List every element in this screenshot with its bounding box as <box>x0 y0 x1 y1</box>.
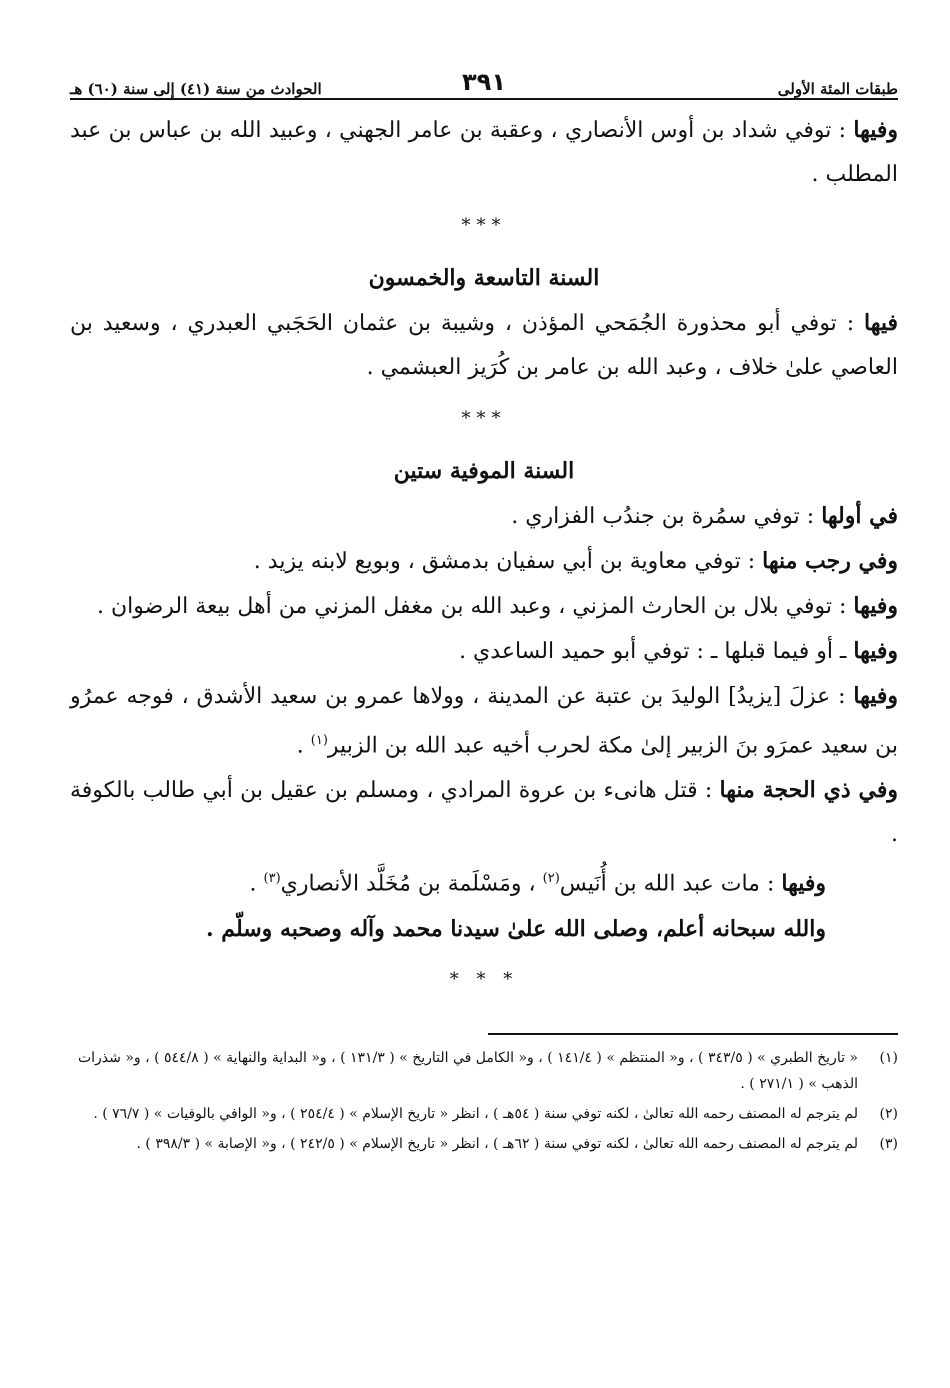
footnote-2 <box>70 1101 898 1127</box>
paragraph-lead: وفيها <box>853 638 898 664</box>
footnote-separator <box>488 1033 898 1035</box>
footnote-number: (٣) <box>879 1135 898 1152</box>
paragraph-text: ، ومَسْلَمة بن مُخَلَّد الأنصاري <box>280 871 543 897</box>
paragraph-lead: وفيها <box>853 593 898 619</box>
footnote-number: (١) <box>879 1049 898 1066</box>
page-number: ٣٩١ <box>462 68 506 96</box>
footnote-ref-3[interactable]: (٣) <box>263 871 281 887</box>
paragraph-dhul-hijja <box>70 768 898 857</box>
separator-stars: *** <box>461 215 507 236</box>
paragraph-lead: وفي رجب منها <box>762 548 898 574</box>
paragraph-end: . <box>296 733 311 759</box>
end-separator-stars: * * * <box>449 968 519 990</box>
footnote-number: (٢) <box>879 1105 898 1122</box>
paragraph-text: ـ أو فيما قبلها ـ : توفي أبو حميد الساعدي . <box>459 639 847 664</box>
paragraph-text: : توفي بلال بن الحارث المزني ، وعبد الله بن مغفل المزني من أهل بيعة الرضوان . <box>96 594 847 619</box>
paragraph-text: : عزلَ [يزيدُ] الوليدَ بن عتبة عن المدينة ، وولاها عمرو بن سعيد الأشدق ، فوجه عمرُو بن سعيد عمرَو بنَ الزبير إلىٰ مكة لحرب أخيه عبد الله بن الزبير <box>70 684 898 759</box>
footnote-3 <box>70 1131 898 1157</box>
paragraph-walid-dismissal <box>70 674 898 768</box>
paragraph-text: : توفي سمُرة بن جندُب الفزاري . <box>511 504 815 529</box>
footnote-text: لم يترجم له المصنف رحمه الله تعالىٰ ، لكنه توفي سنة ( ٦٢هـ ) ، انظر « تاريخ الإسلام » ( ٢٤٢/٥ ) ، و« الإصابة » ( ٣٩٨/٣ ) . <box>136 1135 858 1152</box>
book-page <box>70 62 898 1161</box>
paragraph-bilal <box>70 584 898 629</box>
footnote-ref-1[interactable]: (١) <box>310 733 328 748</box>
paragraph-lead: وفيها <box>781 870 826 897</box>
paragraph-deaths-1 <box>70 108 898 197</box>
paragraph-end: . <box>249 871 264 897</box>
separator-stars: *** <box>461 408 507 429</box>
paragraph-abu-humaid <box>70 629 898 674</box>
section-title-60: السنة الموفية ستين <box>393 458 575 484</box>
footnote-ref-2[interactable]: (٢) <box>542 871 560 887</box>
paragraph-lead: فيها <box>864 310 898 336</box>
footnote-text: « تاريخ الطبري » ( ٣٤٣/٥ ) ، و« المنتظم » ( ١٤١/٤ ) ، و« الكامل في التاريخ » ( ١٣١/٣ ) ، و« البداية والنهاية » ( ٥٤٤/٨ ) ، و« شذرات الذهب » ( ٢٧١/١ ) . <box>77 1049 858 1092</box>
paragraph-lead: وفي ذي الحجة منها <box>719 777 898 804</box>
section-title-59: السنة التاسعة والخمسون <box>368 265 600 291</box>
chapter-header: الحوادث من سنة (٤١) إلى سنة (٦٠) هـ <box>70 80 322 98</box>
footnote-1 <box>70 1045 898 1097</box>
paragraph-deaths-anis <box>70 857 898 906</box>
paragraph-lead: وفيها <box>853 683 898 709</box>
paragraph-rajab <box>70 539 898 584</box>
paragraph-text: : توفي شداد بن أوس الأنصاري ، وعقبة بن عامر الجهني ، وعبيد الله بن عباس بن عبد المطلب . <box>70 118 898 187</box>
paragraph-lead: في أولها <box>821 503 898 529</box>
paragraph-text: : مات عبد الله بن أُنَيس <box>559 871 775 897</box>
footnote-text: لم يترجم له المصنف رحمه الله تعالىٰ ، لكنه توفي سنة ( ٥٤هـ ) ، انظر « تاريخ الإسلام » ( ٢٥٤/٤ ) ، و« الوافي بالوفيات » ( ٧٦/٧ ) . <box>93 1105 858 1122</box>
running-header <box>70 62 898 100</box>
paragraph-first-of-year <box>70 494 898 539</box>
paragraph-text: : توفي أبو محذورة الجُمَحي المؤذن ، وشيبة بن عثمان الحَجَبي العبدري ، وسعيد بن العاصي علىٰ خلاف ، وعبد الله بن عامر بن كُرَيز العبشمي . <box>70 311 898 380</box>
paragraph-text: : قتل هانىء بن عروة المرادي ، ومسلم بن عقيل بن أبي طالب بالكوفة . <box>70 778 898 848</box>
paragraph-year-59 <box>70 301 898 390</box>
closing-doxology: والله سبحانه أعلم، وصلى الله علىٰ سيدنا محمد وآله وصحبه وسلّم . <box>205 915 826 942</box>
paragraph-lead: وفيها <box>853 117 899 143</box>
book-title-header: طبقات المئة الأولى <box>777 80 898 98</box>
paragraph-text: : توفي معاوية بن أبي سفيان بدمشق ، وبويع لابنه يزيد . <box>253 549 756 574</box>
